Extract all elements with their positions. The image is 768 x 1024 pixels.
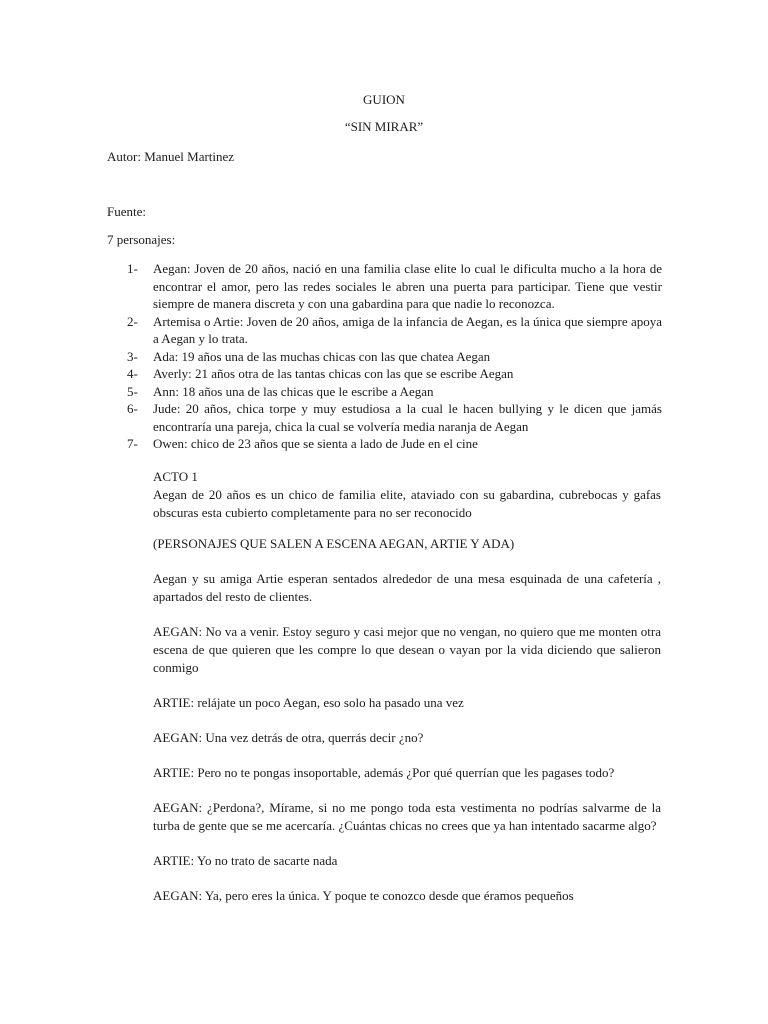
act-intro: Aegan de 20 años es un chico de familia elite, ataviado con su gabardina, cubrebocas y gafas obscuras esta cubierto completamente para no ser reconocido	[153, 487, 661, 520]
list-number: 2-	[127, 313, 138, 329]
characters-list	[127, 260, 662, 453]
list-item	[127, 365, 662, 383]
author-line: Autor: Manuel Martinez	[107, 149, 235, 164]
list-item	[127, 260, 662, 313]
list-text: Averly: 21 años otra de las tantas chicas con las que se escribe Aegan	[153, 366, 514, 381]
list-item	[127, 383, 662, 401]
list-text: Ada: 19 años una de las muchas chicas con las que chatea Aegan	[153, 348, 491, 364]
document-title: GUION	[363, 92, 405, 107]
list-number: 3-	[127, 348, 138, 364]
list-item	[127, 400, 662, 435]
scene-direction: (PERSONAJES QUE SALEN A ESCENA AEGAN, ARTIE Y ADA)	[153, 536, 515, 551]
list-number: 7-	[127, 436, 138, 451]
list-item	[127, 435, 662, 453]
list-text: Jude: 20 años, chica torpe y muy estudiosa a la cual le hacen bullying y le dicen que jamás encontraría una pareja, chica la cual se volvería media naranja de Aegan	[153, 401, 662, 434]
script-body	[153, 468, 661, 922]
list-item	[127, 313, 662, 348]
dialogue-line: ARTIE: Yo no trato de sacarte nada	[153, 853, 338, 868]
dialogue-line: AEGAN: No va a venir. Estoy seguro y casi mejor que no vengan, no quiero que me monten otra escena de que quieren que les compre lo que desean o vayan por la vida diciendo que salieron conmigo	[153, 624, 661, 675]
scene-description: Aegan y su amiga Artie esperan sentados alrededor de una mesa esquinada de una cafetería , apartados del resto de clientes.	[153, 571, 661, 604]
dialogue-line: ARTIE: Pero no te pongas insoportable, además ¿Por qué querrían que les pagases todo?	[153, 765, 615, 780]
list-number: 1-	[127, 261, 138, 276]
dialogue-line: AEGAN: Ya, pero eres la única. Y poque te conozco desde que éramos pequeños	[153, 888, 574, 903]
list-number: 5-	[127, 383, 138, 399]
dialogue-line: ARTIE: relájate un poco Aegan, eso solo ha pasado una vez	[153, 695, 464, 710]
characters-heading: 7 personajes:	[107, 232, 176, 247]
list-item	[127, 348, 662, 366]
document-subtitle: “SIN MIRAR”	[344, 119, 424, 134]
list-text: Ann: 18 años una de las chicas que le escribe a Aegan	[153, 383, 434, 399]
dialogue-line: AEGAN: ¿Perdona?, Mírame, si no me pongo toda esta vestimenta no podrías salvarme de la turba de gente que se me acercaría. ¿Cuántas chicas no crees que ya han intentado sacarme algo?	[153, 800, 661, 833]
list-text: Owen: chico de 23 años que se sienta a lado de Jude en el cine	[153, 436, 478, 451]
act-title: ACTO 1	[153, 469, 198, 484]
list-text: Artemisa o Artie: Joven de 20 años, amiga de la infancia de Aegan, es la única que siempre apoya a Aegan y lo trata.	[153, 313, 662, 346]
list-text: Aegan: Joven de 20 años, nació en una familia clase elite lo cual le dificulta mucho a la hora de encontrar el amor, pero las redes sociales le abren una puerta para participar. Tiene que vestir siempre de manera discreta y con una gabardina para que nadie lo reconozca.	[153, 261, 662, 311]
dialogue-line: AEGAN: Una vez detrás de otra, querrás decir ¿no?	[153, 730, 424, 745]
source-label: Fuente:	[107, 204, 146, 219]
list-number: 4-	[127, 366, 138, 381]
list-number: 6-	[127, 401, 138, 416]
